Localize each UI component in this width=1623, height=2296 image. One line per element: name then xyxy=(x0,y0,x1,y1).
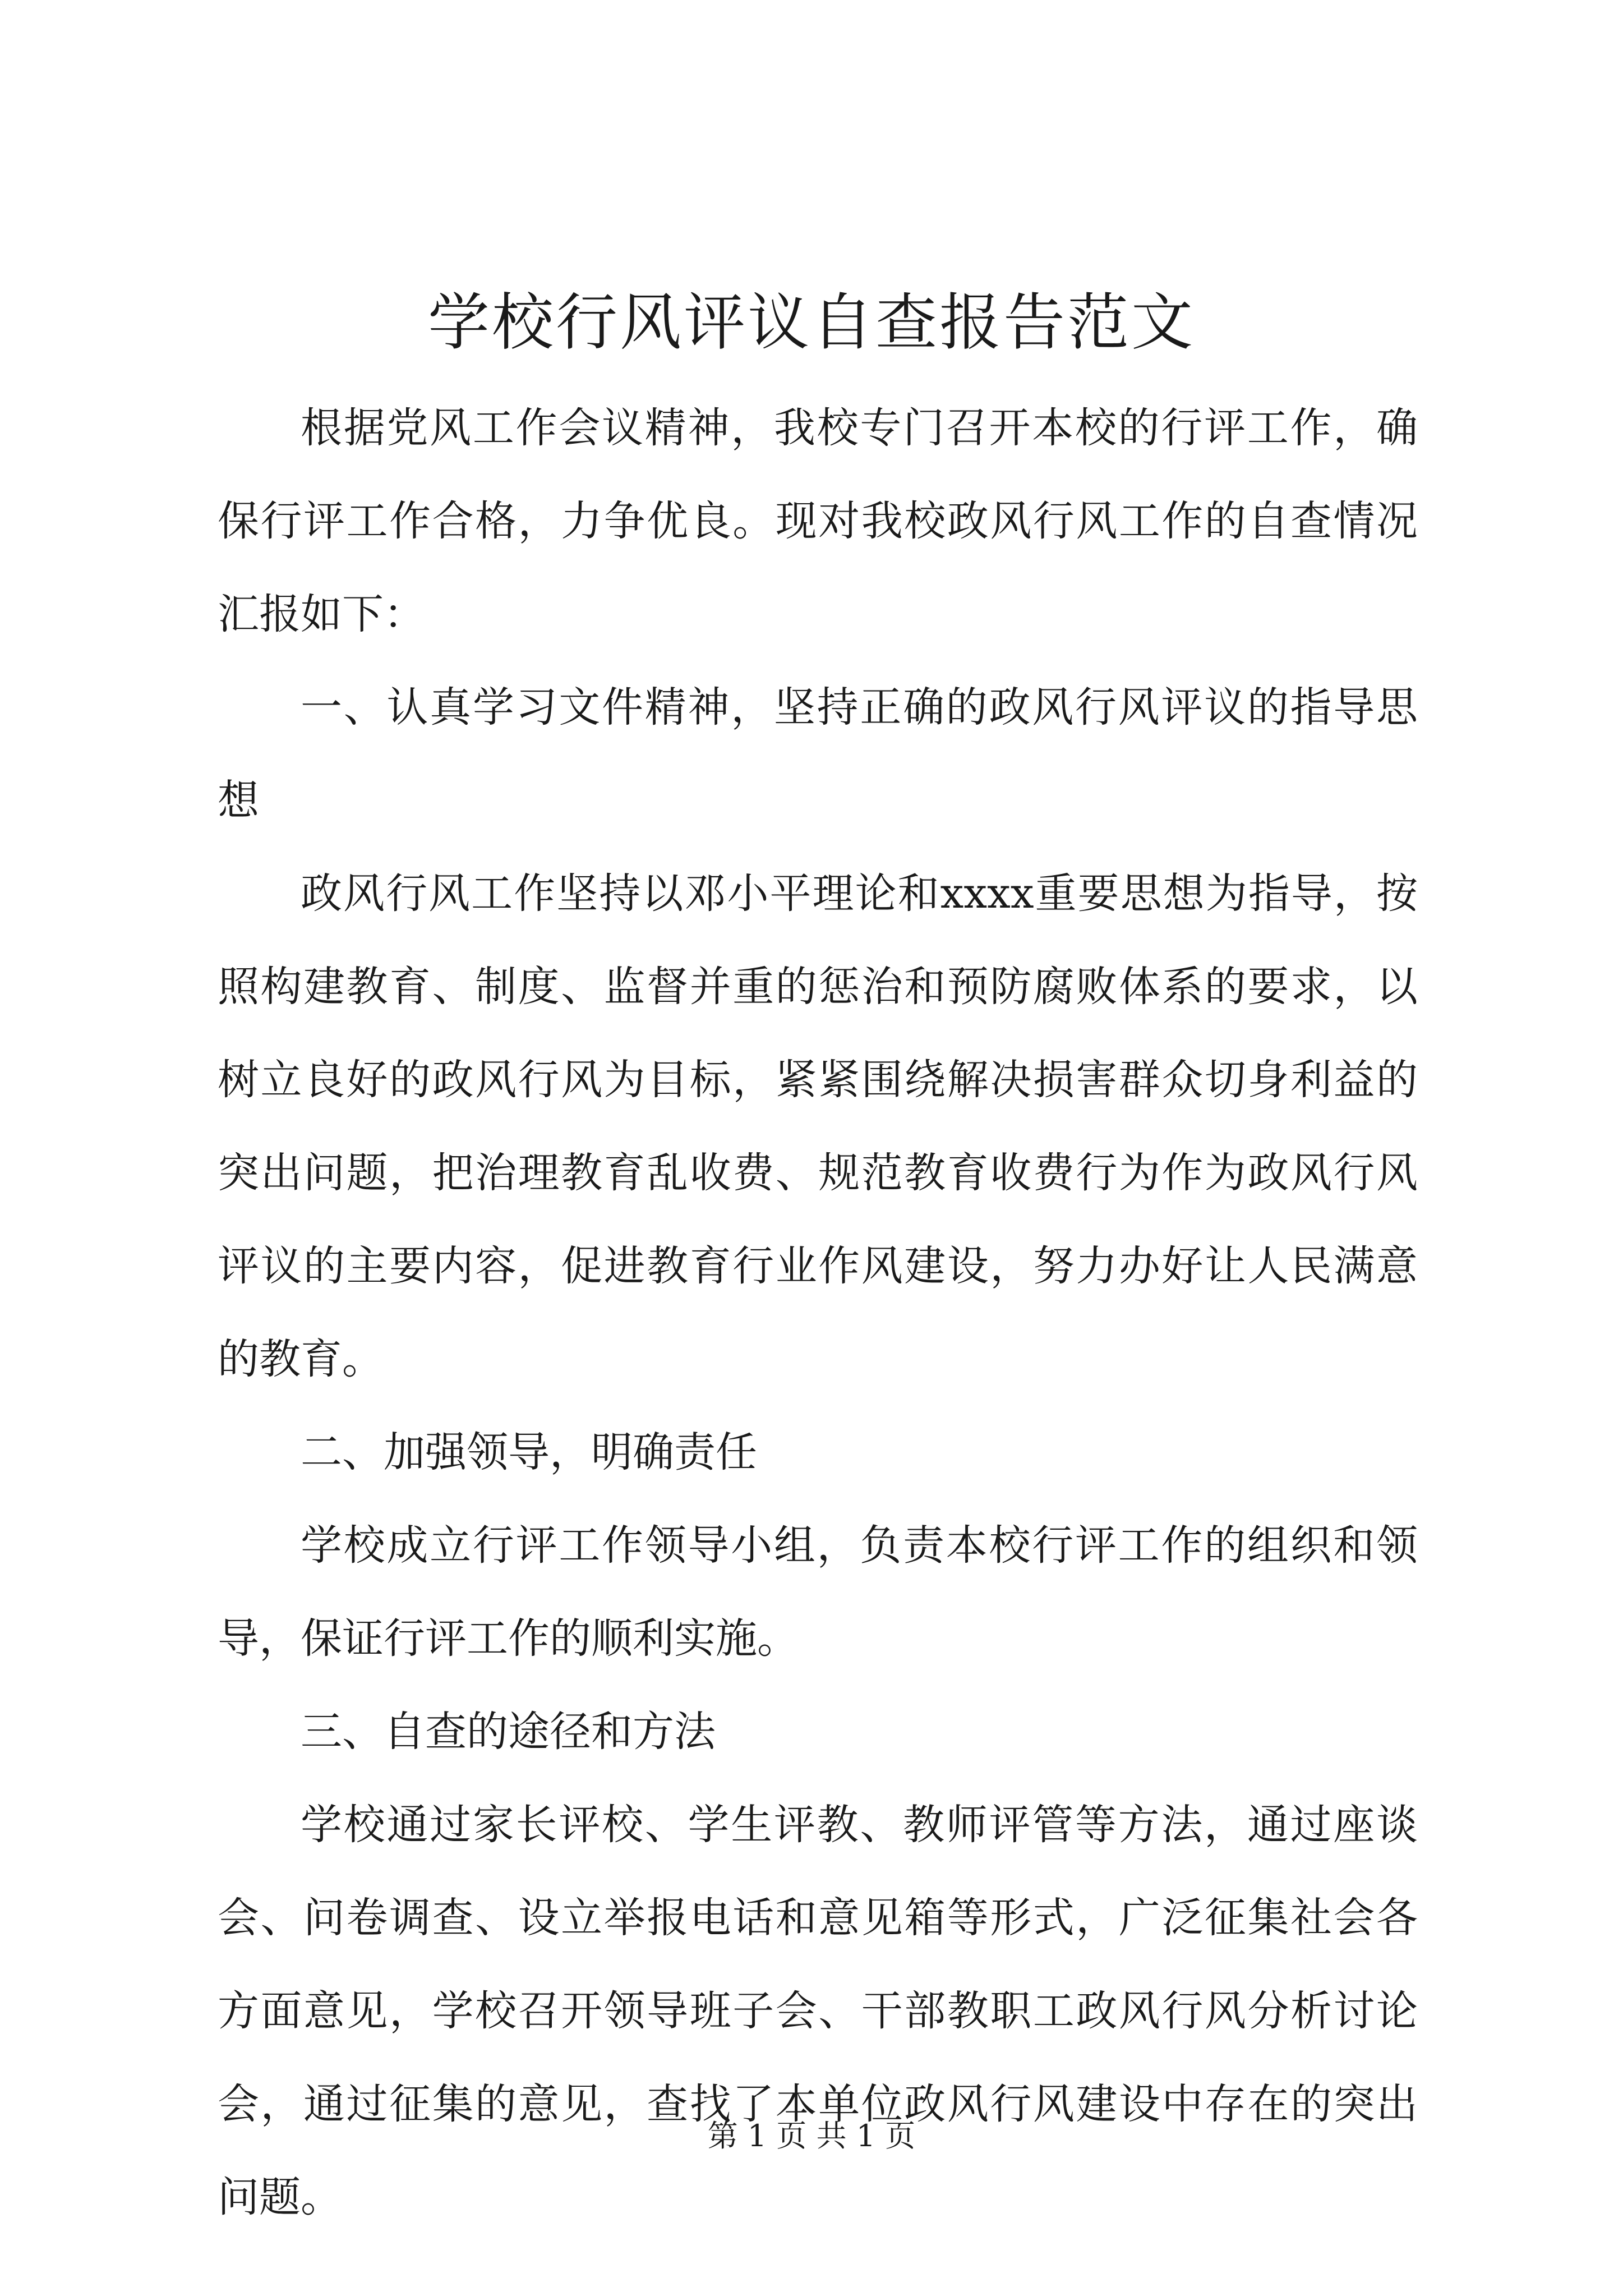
paragraph-intro: 根据党风工作会议精神，我校专门召开本校的行评工作，确保行评工作合格，力争优良。现对我校政风行风工作的自查情况汇报如下： xyxy=(218,404,1418,638)
paragraph-section-2: 学校成立行评工作领导小组，负责本校行评工作的组织和领导，保证行评工作的顺利实施。 xyxy=(218,1521,1418,1663)
heading-section-2: 二、加强领导，明确责任 xyxy=(301,1428,757,1476)
page-footer: 第 1 页 共 1 页 xyxy=(707,2118,916,2154)
paragraph-section-3: 学校通过家长评校、学生评教、教师评管等方法，通过座谈会、问卷调查、设立举报电话和意见箱等形式，广泛征集社会各方面意见，学校召开领导班子会、干部教职工政风行风分析讨论会，通过征集的意见，查找了本单位政风行风建设中存在的突出问题。 xyxy=(218,1801,1418,2221)
document-title: 学校行风评议自查报告范文 xyxy=(428,287,1195,358)
paragraph-section-1: 政风行风工作坚持以邓小平理论和xxxx重要思想为指导，按照构建教育、制度、监督并重的惩治和预防腐败体系的要求，以树立良好的政风行风为目标，紧紧围绕解决损害群众切身利益的突出问题，把治理教育乱收费、规范教育收费行为作为政风行风评议的主要内容，促进教育行业作风建设，努力办好让人民满意的教育。 xyxy=(218,869,1418,1383)
heading-section-3: 三、自查的途径和方法 xyxy=(301,1708,716,1756)
heading-section-1: 一、认真学习文件精神，坚持正确的政风行风评议的指导思想 xyxy=(218,683,1418,825)
document-body xyxy=(218,381,1418,2244)
